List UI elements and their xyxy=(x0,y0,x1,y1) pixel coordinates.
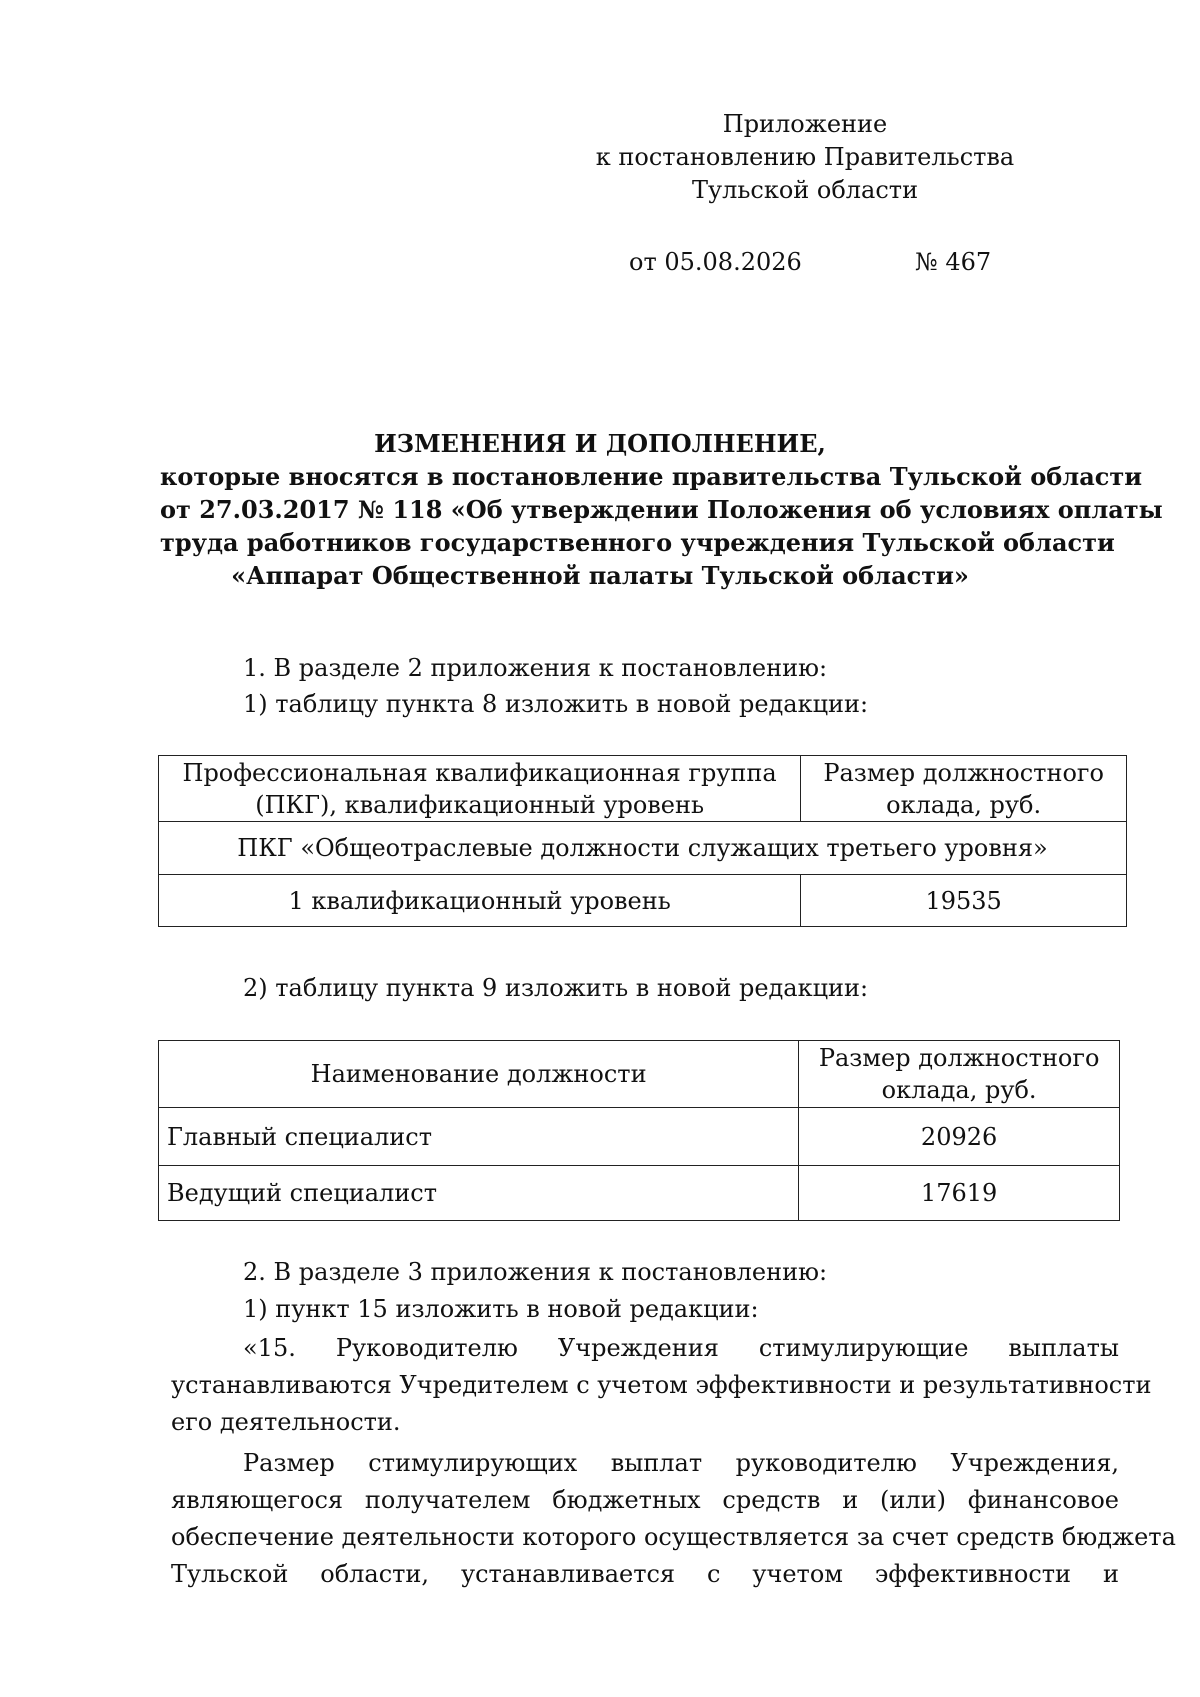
table-row xyxy=(159,1108,1120,1166)
salary-cell: 17619 xyxy=(799,1166,1120,1221)
appendix-line-2: к постановлению Правительства xyxy=(595,143,1015,171)
paragraph-15 xyxy=(171,1330,1152,1441)
paragraph-line xyxy=(171,1556,1119,1593)
word: Размер xyxy=(243,1449,335,1477)
table-header-cell xyxy=(801,756,1127,822)
salary-cell: 20926 xyxy=(799,1108,1120,1166)
group-cell: ПКГ «Общеотраслевые должности служащих третьего уровня» xyxy=(159,822,1127,875)
word: Учреждения xyxy=(557,1334,719,1362)
header-text: (ПКГ), квалификационный уровень xyxy=(255,790,705,819)
word: (или) xyxy=(880,1486,947,1514)
word: Тульской xyxy=(171,1560,289,1588)
word: и xyxy=(842,1486,859,1514)
title-line-3: от 27.03.2017 № 118 «Об утверждении Положения об условиях оплаты xyxy=(160,495,1163,524)
word: стимулирующих xyxy=(368,1449,578,1477)
word: являющегося xyxy=(171,1486,344,1514)
word: эффективности xyxy=(874,1560,1072,1588)
table-header-row xyxy=(159,756,1127,822)
word: и xyxy=(1102,1560,1119,1588)
header-text: оклада, руб. xyxy=(886,790,1042,819)
word: области, xyxy=(320,1560,430,1588)
paragraph-line: обеспечение деятельности которого осуществляется за счет средств бюджета xyxy=(171,1523,1176,1551)
document-date: от 05.08.2026 xyxy=(629,248,802,276)
table-header-cell xyxy=(159,756,801,822)
word: бюджетных xyxy=(552,1486,701,1514)
section1-heading: 1. В разделе 2 приложения к постановлению: xyxy=(243,654,828,682)
word: получателем xyxy=(364,1486,531,1514)
table-row xyxy=(159,1166,1120,1221)
title-line-2: которые вносятся в постановление правительства Тульской области xyxy=(160,462,1143,491)
word: средств xyxy=(722,1486,821,1514)
paragraph-line xyxy=(171,1445,1119,1482)
table-header-cell xyxy=(799,1041,1120,1108)
appendix-block xyxy=(580,108,1030,207)
salary-cell: 19535 xyxy=(801,875,1127,927)
section2-item1: 1) пункт 15 изложить в новой редакции: xyxy=(243,1295,759,1323)
title-line-1: ИЗМЕНЕНИЯ И ДОПОЛНЕНИЕ, xyxy=(374,429,826,458)
table-header-cell: Наименование должности xyxy=(159,1041,799,1108)
word: финансовое xyxy=(967,1486,1119,1514)
salary-table-positions xyxy=(158,1040,1120,1221)
document-number: № 467 xyxy=(915,248,992,276)
word: выплат xyxy=(610,1449,703,1477)
appendix-line-1: Приложение xyxy=(722,110,888,138)
section1-item1: 1) таблицу пункта 8 изложить в новой редакции: xyxy=(243,690,869,718)
paragraph-line xyxy=(171,1330,1119,1367)
title-line-4: труда работников государственного учреждения Тульской области xyxy=(160,528,1115,557)
paragraph-line: его деятельности. xyxy=(171,1408,401,1436)
level-cell: 1 квалификационный уровень xyxy=(159,875,801,927)
header-text: Размер должностного xyxy=(818,1044,1100,1072)
header-text: оклада, руб. xyxy=(881,1076,1037,1104)
paragraph-line xyxy=(171,1482,1119,1519)
paragraph-stimulus-size xyxy=(171,1445,1176,1593)
section2-heading: 2. В разделе 3 приложения к постановлению: xyxy=(243,1258,828,1286)
position-cell: Главный специалист xyxy=(159,1108,799,1166)
appendix-line-3: Тульской области xyxy=(691,176,919,204)
word: выплаты xyxy=(1008,1334,1119,1362)
word: Учреждения, xyxy=(950,1449,1119,1477)
table-header-row xyxy=(159,1041,1120,1108)
word: с xyxy=(706,1560,721,1588)
word: учетом xyxy=(752,1560,843,1588)
table-row xyxy=(159,875,1127,927)
table-group-row xyxy=(159,822,1127,875)
word: стимулирующие xyxy=(758,1334,969,1362)
word: «15. xyxy=(243,1334,296,1362)
title-line-5: «Аппарат Общественной палаты Тульской области» xyxy=(231,561,969,590)
paragraph-line: устанавливаются Учредителем с учетом эффективности и результативности xyxy=(171,1371,1152,1399)
word: устанавливается xyxy=(460,1560,676,1588)
word: руководителю xyxy=(735,1449,917,1477)
salary-table-pkg xyxy=(158,755,1127,927)
document-title xyxy=(160,427,1163,592)
header-text: Размер должностного xyxy=(823,758,1104,787)
section1-item2: 2) таблицу пункта 9 изложить в новой редакции: xyxy=(243,974,869,1002)
position-cell: Ведущий специалист xyxy=(159,1166,799,1221)
header-text: Профессиональная квалификационная группа xyxy=(182,758,777,787)
word: Руководителю xyxy=(335,1334,518,1362)
